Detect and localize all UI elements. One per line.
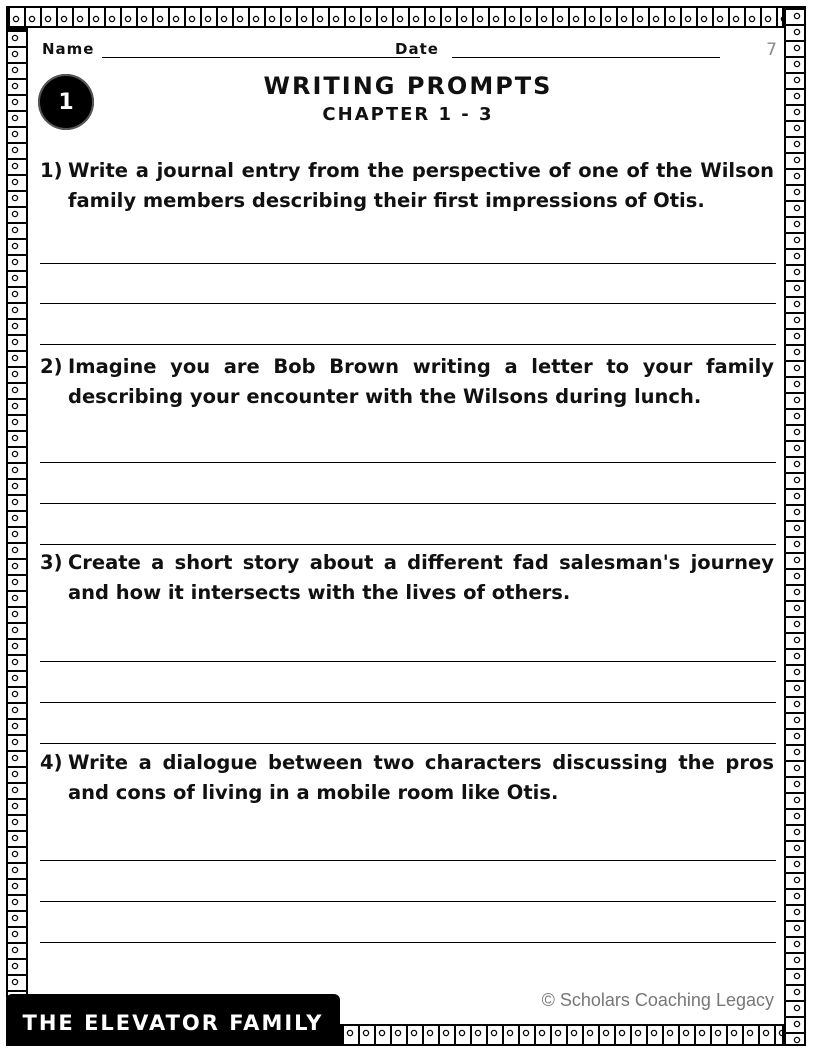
prompt-text: Write a journal entry from the perspective of one of the Wilson family members describing their first impressions of Otis. xyxy=(68,159,774,212)
answer-line[interactable] xyxy=(40,303,776,304)
prompt-number: 4) xyxy=(40,751,63,774)
page-subtitle: CHAPTER 1 - 3 xyxy=(322,104,494,125)
prompt-number: 2) xyxy=(40,355,63,378)
prompt-text: Imagine you are Bob Brown writing a letter to your family describing your encounter with the Wilsons during lunch. xyxy=(68,355,774,408)
prompt-1 xyxy=(40,156,774,216)
answer-line[interactable] xyxy=(40,901,776,902)
date-blank-line[interactable] xyxy=(452,57,720,58)
name-date-row xyxy=(42,40,784,62)
decorative-border-right xyxy=(784,6,806,1046)
page-title: WRITING PROMPTS xyxy=(263,72,553,100)
prompt-text: Write a dialogue between two characters discussing the pros and cons of living in a mobile room like Otis. xyxy=(68,751,774,804)
answer-line[interactable] xyxy=(40,462,776,463)
chapter-badge: 1 xyxy=(38,74,94,130)
answer-line[interactable] xyxy=(40,860,776,861)
answer-line[interactable] xyxy=(40,503,776,504)
answer-line[interactable] xyxy=(40,942,776,943)
book-title-label: THE ELEVATOR FAMILY xyxy=(6,994,340,1046)
answer-line[interactable] xyxy=(40,661,776,662)
answer-line[interactable] xyxy=(40,544,776,545)
prompt-text: Create a short story about a different fad salesman's journey and how it intersects with the lives of others. xyxy=(68,551,774,604)
answer-line[interactable] xyxy=(40,263,776,264)
prompt-4 xyxy=(40,748,774,808)
name-blank-line[interactable] xyxy=(102,57,420,58)
answer-line[interactable] xyxy=(40,743,776,744)
answer-line[interactable] xyxy=(40,344,776,345)
name-label: Name xyxy=(42,40,95,58)
prompt-2 xyxy=(40,352,774,412)
copyright-text: © Scholars Coaching Legacy xyxy=(541,990,774,1010)
prompt-number: 1) xyxy=(40,159,63,182)
answer-line[interactable] xyxy=(40,702,776,703)
decorative-border-left xyxy=(6,28,28,998)
prompt-number: 3) xyxy=(40,551,63,574)
decorative-border-bottom xyxy=(340,1024,784,1046)
prompt-3 xyxy=(40,548,774,608)
date-label: Date xyxy=(395,40,439,58)
decorative-border-top xyxy=(6,6,784,28)
page-number: 7 xyxy=(766,40,778,60)
